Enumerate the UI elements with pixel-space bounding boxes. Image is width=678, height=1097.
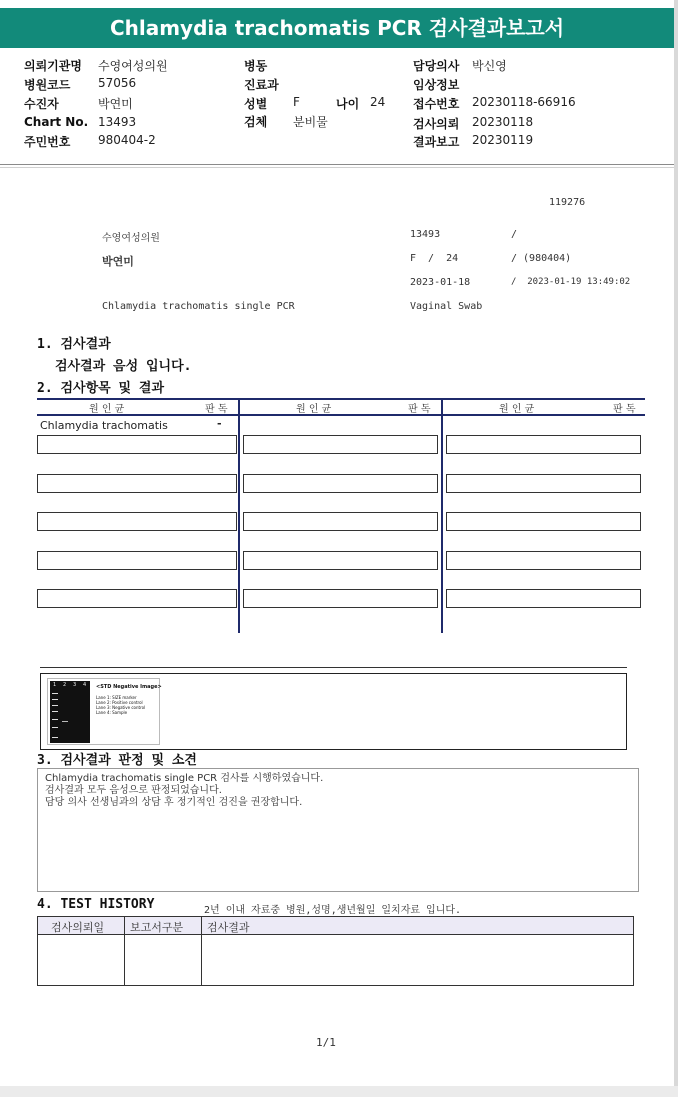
history-col-divider xyxy=(201,917,202,985)
opinion-line: Chlamydia trachomatis single PCR 검사를 시행하였습니다. xyxy=(45,773,324,784)
header-divider xyxy=(0,164,674,165)
history-table-header xyxy=(38,917,633,935)
result-cell xyxy=(37,589,237,608)
col2-reading-header: 판 독 xyxy=(408,404,431,415)
value-chart-no: 13493 xyxy=(98,115,137,129)
info-reported: / 2023-01-19 13:49:02 xyxy=(511,277,631,287)
info-received: 2023-01-18 xyxy=(410,277,471,288)
lane-label: 1 xyxy=(53,682,57,688)
info-specimen: Vaginal Swab xyxy=(410,301,483,312)
opinion-line: 담당 의사 선생님과의 상담 후 정기적인 검진을 권장합니다. xyxy=(45,797,303,808)
info-chart: 13493 xyxy=(410,229,441,240)
history-table xyxy=(37,916,634,986)
marker-band xyxy=(52,719,58,720)
result-item-reading: - xyxy=(217,417,222,430)
lane-label: 4 xyxy=(83,682,87,688)
col1-reading-header: 판 독 xyxy=(205,404,228,415)
marker-band xyxy=(52,737,58,738)
gel-legend-line: Lane 4: Sample xyxy=(96,710,128,715)
grid-header-line xyxy=(37,414,645,416)
label-requesting-institution: 의뢰기관명 xyxy=(24,59,82,73)
label-clinical-info: 임상정보 xyxy=(413,78,460,92)
result-cell xyxy=(37,551,237,570)
result-cell xyxy=(37,474,237,493)
result-cell xyxy=(446,435,641,454)
info-patient: 박연미 xyxy=(102,255,134,268)
window-edge-bottom xyxy=(0,1086,678,1097)
history-header-report-type: 보고서구분 xyxy=(130,921,184,934)
info-slash: / xyxy=(511,229,518,240)
gel-legend-line: Lane 2: Positive control xyxy=(96,700,143,705)
label-sex: 성별 xyxy=(244,97,268,111)
value-report-date: 20230119 xyxy=(472,133,534,147)
result-cell xyxy=(243,435,438,454)
value-resident-number: 980404-2 xyxy=(98,133,156,147)
history-header-request-date: 검사의뢰일 xyxy=(51,921,105,934)
lane-label: 3 xyxy=(73,682,77,688)
grid-col2-header xyxy=(240,400,441,414)
history-note: 2년 이내 자료중 병원,성명,생년월일 일치자료 입니다. xyxy=(204,905,462,916)
section2-title: 2. 검사항목 및 결과 xyxy=(37,381,165,396)
lane-label: 2 xyxy=(63,682,67,688)
value-request-date: 20230118 xyxy=(472,115,534,129)
result-cell xyxy=(446,512,641,531)
info-sex-age: F / 24 xyxy=(410,253,459,264)
result-cell xyxy=(446,589,641,608)
grid-col3-header xyxy=(443,400,645,414)
label-resident-number: 주민번호 xyxy=(24,135,71,149)
info-birth: / (980404) xyxy=(511,253,572,264)
col2-organism-header: 원 인 균 xyxy=(296,404,332,415)
label-department: 진료과 xyxy=(244,78,279,92)
positive-band xyxy=(62,721,68,722)
value-patient: 박연미 xyxy=(98,97,133,111)
value-physician: 박신영 xyxy=(472,59,507,73)
result-item-name: Chlamydia trachomatis xyxy=(40,419,168,432)
image-divider xyxy=(40,667,627,668)
value-age: 24 xyxy=(370,95,386,109)
value-requesting-institution: 수영여성의원 xyxy=(98,59,168,73)
gel-heading: <STD Negative Image> xyxy=(96,684,162,690)
col3-reading-header: 판 독 xyxy=(613,404,636,415)
opinion-line: 검사결과 모두 음성으로 판정되었습니다. xyxy=(45,785,222,796)
label-patient: 수진자 xyxy=(24,97,59,111)
value-specimen: 분비물 xyxy=(293,115,328,129)
history-header-result: 검사결과 xyxy=(207,921,250,934)
label-request-date: 검사의뢰 xyxy=(413,117,460,131)
gel-legend-line: Lane 1: SIZE marker xyxy=(96,695,137,700)
label-chart-no: Chart No. xyxy=(24,115,89,129)
result-cell xyxy=(243,474,438,493)
col3-organism-header: 원 인 균 xyxy=(499,404,535,415)
gel-legend-line: Lane 3: Negative control xyxy=(96,705,146,710)
result-cell xyxy=(37,512,237,531)
report-number: 119276 xyxy=(549,197,586,208)
grid-divider-1 xyxy=(238,398,240,633)
result-cell xyxy=(446,551,641,570)
opinion-box xyxy=(37,768,639,892)
header-divider-shadow xyxy=(0,167,674,168)
label-report-date: 결과보고 xyxy=(413,135,460,149)
info-test-name: Chlamydia trachomatis single PCR xyxy=(102,301,295,312)
label-ward: 병동 xyxy=(244,59,268,73)
gel-lanes xyxy=(50,681,90,743)
marker-band xyxy=(52,727,58,728)
value-receipt-number: 20230118-66916 xyxy=(472,95,576,109)
grid-col1-header xyxy=(37,400,238,414)
marker-band xyxy=(52,705,58,706)
page-number: 1/1 xyxy=(316,1036,336,1049)
section3-title: 3. 검사결과 판정 및 소견 xyxy=(37,753,197,768)
section4-title: 4. TEST HISTORY xyxy=(37,897,155,912)
result-cell xyxy=(37,435,237,454)
label-receipt-number: 접수번호 xyxy=(413,97,460,111)
value-hospital-code: 57056 xyxy=(98,76,137,90)
gel-image xyxy=(47,678,160,745)
info-hospital: 수영여성의원 xyxy=(102,233,160,244)
result-cell xyxy=(243,551,438,570)
section1-result: 검사결과 음성 입니다. xyxy=(55,359,192,374)
result-cell xyxy=(446,474,641,493)
result-cell xyxy=(243,589,438,608)
marker-band xyxy=(52,711,58,712)
result-cell xyxy=(243,512,438,531)
label-specimen: 검체 xyxy=(244,115,268,129)
section1-title: 1. 검사결과 xyxy=(37,337,111,352)
report-title: Chlamydia trachomatis PCR 검사결과보고서 xyxy=(0,8,674,48)
col1-organism-header: 원 인 균 xyxy=(89,404,125,415)
label-hospital-code: 병원코드 xyxy=(24,78,71,92)
marker-band xyxy=(52,699,58,700)
grid-divider-2 xyxy=(441,398,443,633)
marker-band xyxy=(52,693,58,694)
value-sex: F xyxy=(293,95,300,109)
label-age: 나이 xyxy=(336,97,360,111)
window-edge-right xyxy=(674,0,678,1097)
label-physician: 담당의사 xyxy=(413,59,460,73)
history-col-divider xyxy=(124,917,125,985)
